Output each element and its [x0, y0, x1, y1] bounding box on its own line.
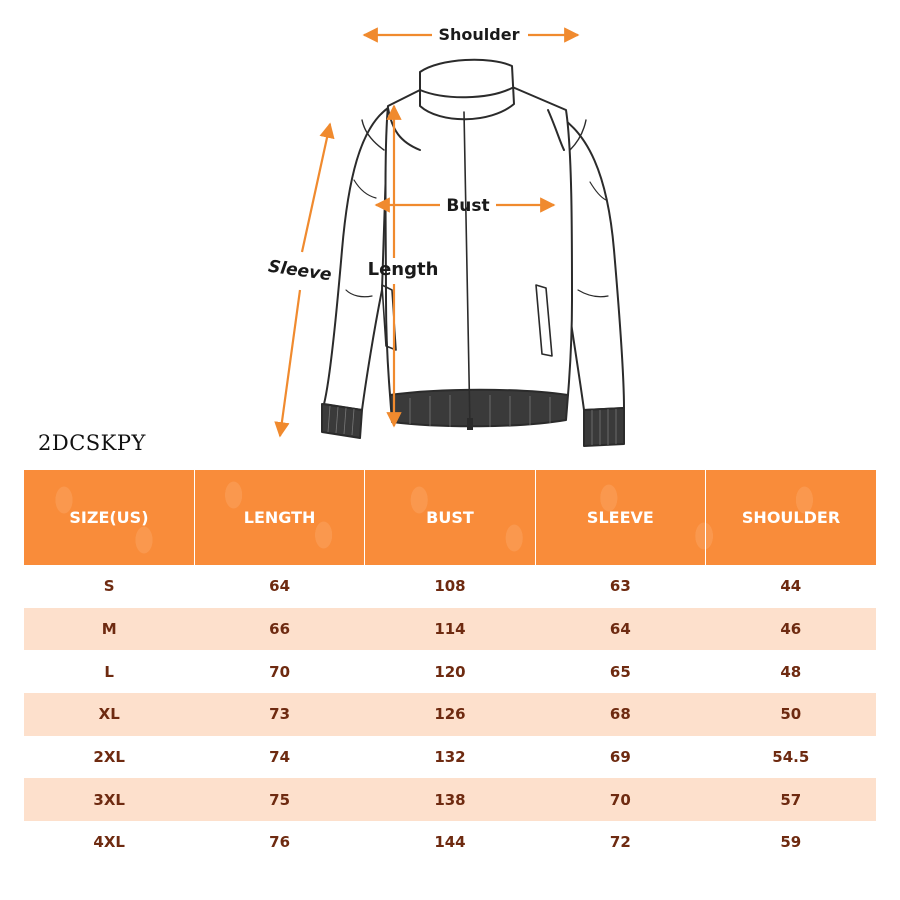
cell-length: 74	[269, 748, 291, 767]
product-code: 2DCSKPY	[38, 431, 146, 455]
table-row	[24, 821, 876, 864]
cell-shoulder: 46	[780, 620, 802, 639]
cell-bust: 144	[434, 833, 466, 852]
cell-length: 66	[269, 620, 291, 639]
cell-length: 70	[269, 662, 291, 681]
cell-shoulder: 50	[780, 705, 802, 724]
header-sleeve: SLEEVE	[535, 470, 705, 565]
cell-sleeve: 65	[609, 662, 631, 681]
bust-label: Bust	[446, 196, 490, 216]
cell-sleeve: 64	[609, 620, 631, 639]
cell-bust: 138	[434, 790, 466, 809]
cell-sleeve: 70	[609, 790, 631, 809]
cell-bust: 108	[434, 577, 466, 596]
cell-sleeve: 69	[609, 748, 631, 767]
cell-length: 73	[269, 705, 291, 724]
cell-sleeve: 72	[609, 833, 631, 852]
table-row	[24, 650, 876, 693]
header-bust: BUST	[365, 470, 535, 565]
cell-shoulder: 54.5	[772, 748, 810, 767]
table-row	[24, 608, 876, 651]
cell-length: 76	[269, 833, 291, 852]
cell-bust: 114	[434, 620, 466, 639]
header-length: LENGTH	[194, 470, 364, 565]
cell-size: 2XL	[93, 748, 125, 767]
table-row	[24, 736, 876, 779]
table-row	[24, 778, 876, 821]
header-size: SIZE(US)	[69, 508, 149, 527]
length-label: Length	[367, 259, 439, 280]
cell-size: XL	[98, 705, 120, 724]
sleeve-arrow-up	[302, 124, 330, 252]
cell-size: M	[101, 620, 117, 639]
table-header-row	[24, 470, 876, 565]
cell-shoulder: 48	[780, 662, 802, 681]
cell-size: L	[104, 662, 114, 681]
shoulder-label: Shoulder	[438, 25, 520, 44]
cell-sleeve: 63	[609, 577, 631, 596]
cell-sleeve: 68	[609, 705, 631, 724]
cell-length: 75	[269, 790, 291, 809]
header-shoulder: SHOULDER	[706, 470, 876, 565]
cell-length: 64	[269, 577, 291, 596]
table-row	[24, 565, 876, 608]
size-chart-table	[24, 470, 876, 864]
cell-shoulder: 57	[780, 790, 802, 809]
cell-size: S	[103, 577, 115, 596]
cell-bust: 126	[434, 705, 466, 724]
cell-shoulder: 59	[780, 833, 802, 852]
sleeve-arrow-down	[280, 290, 300, 436]
cell-shoulder: 44	[780, 577, 802, 596]
cell-bust: 120	[434, 662, 466, 681]
sleeve-label: Sleeve	[266, 256, 333, 286]
jacket-icon	[322, 60, 624, 446]
cell-size: 3XL	[93, 790, 125, 809]
cell-bust: 132	[434, 748, 466, 767]
table-row	[24, 693, 876, 736]
cell-size: 4XL	[93, 833, 125, 852]
